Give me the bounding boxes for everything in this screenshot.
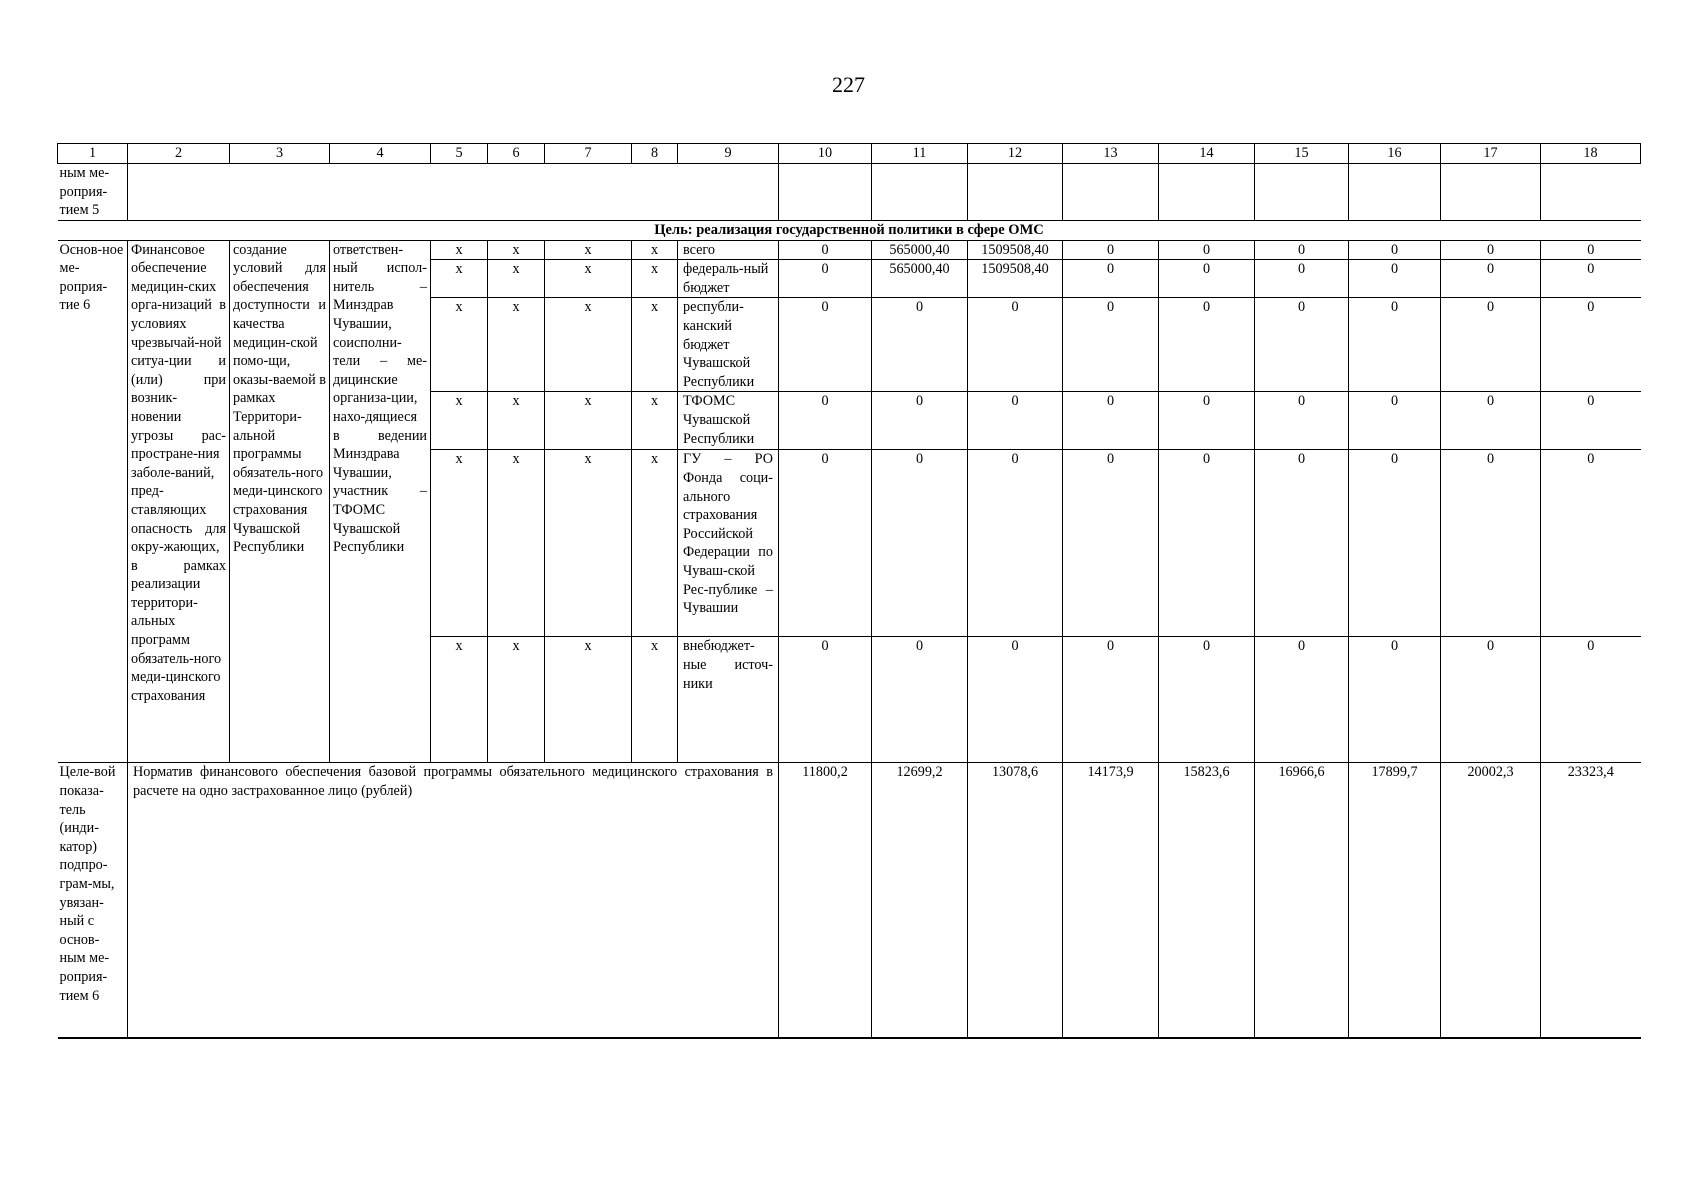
value-cell: 0 bbox=[1159, 450, 1255, 637]
cell-x: x bbox=[632, 392, 678, 450]
continuation-label: ным ме-роприя-тием 5 bbox=[58, 164, 128, 221]
value-cell: 0 bbox=[1063, 240, 1159, 260]
cell-x: x bbox=[431, 240, 488, 260]
funding-source: внебюджет-ные источ-ники bbox=[678, 637, 779, 763]
activity-executor: ответствен-ный испол-нитель – Минздрав Чувашии, соисполни-тели – ме-дицинские организа-ции, нахо-дящиеся в ведении Минздрава Чувашии, участник – ТФОМС Чувашской Республики bbox=[330, 240, 431, 763]
header-col-6: 6 bbox=[488, 144, 545, 164]
funding-source: федераль-ный бюджет bbox=[678, 260, 779, 298]
value-cell: 0 bbox=[1441, 260, 1541, 298]
value-cell: 0 bbox=[779, 260, 872, 298]
value-cell: 0 bbox=[1063, 392, 1159, 450]
value-cell: 0 bbox=[779, 450, 872, 637]
funding-source: республи-канский бюджет Чувашской Республики bbox=[678, 298, 779, 392]
cell-x: x bbox=[545, 260, 632, 298]
value-cell: 0 bbox=[1541, 298, 1641, 392]
header-col-8: 8 bbox=[632, 144, 678, 164]
value-cell: 0 bbox=[1063, 637, 1159, 763]
indicator-label: Целе-вой показа-тель (инди-катор) подпро-грам-мы, увязан-ный с основ-ным ме-роприя-тием 6 bbox=[58, 763, 128, 1038]
header-col-1: 1 bbox=[58, 144, 128, 164]
value-cell: 0 bbox=[1349, 450, 1441, 637]
value-cell: 0 bbox=[1349, 637, 1441, 763]
cell-x: x bbox=[632, 240, 678, 260]
cell-x: x bbox=[431, 298, 488, 392]
value-cell: 0 bbox=[1159, 298, 1255, 392]
value-cell: 0 bbox=[872, 450, 968, 637]
cell-x: x bbox=[545, 392, 632, 450]
cell-x: x bbox=[431, 450, 488, 637]
indicator-value: 23323,4 bbox=[1541, 763, 1641, 1038]
value-cell: 0 bbox=[1255, 637, 1349, 763]
header-col-2: 2 bbox=[128, 144, 230, 164]
header-col-9: 9 bbox=[678, 144, 779, 164]
cell-x: x bbox=[632, 450, 678, 637]
activity-description: Финансовое обеспечение медицин-ских орга-низаций в условиях чрезвычай-ной ситуа-ции и (или) при возник-новении угрозы рас-простране-ния заболе-ваний, пред-ставляющих опасность для окру-жающих, в рамках реализации территори-альных программ обязатель-ного меди-цинского страхования bbox=[128, 240, 230, 763]
header-col-12: 12 bbox=[968, 144, 1063, 164]
cell-x: x bbox=[488, 298, 545, 392]
value-cell: 0 bbox=[1349, 298, 1441, 392]
value-cell: 0 bbox=[1441, 450, 1541, 637]
activity-row-total bbox=[58, 240, 1641, 260]
value-cell: 0 bbox=[1441, 637, 1541, 763]
cell-x: x bbox=[431, 392, 488, 450]
value-cell: 0 bbox=[1541, 240, 1641, 260]
indicator-row bbox=[58, 763, 1641, 1038]
value-cell: 0 bbox=[1159, 240, 1255, 260]
value-cell: 0 bbox=[779, 240, 872, 260]
value-cell: 0 bbox=[1063, 260, 1159, 298]
header-col-11: 11 bbox=[872, 144, 968, 164]
value-cell: 0 bbox=[1255, 392, 1349, 450]
indicator-value: 15823,6 bbox=[1159, 763, 1255, 1038]
cell-x: x bbox=[488, 260, 545, 298]
header-col-13: 13 bbox=[1063, 144, 1159, 164]
activity-label: Основ-ное ме-роприя-тие 6 bbox=[58, 240, 128, 763]
value-cell: 1509508,40 bbox=[968, 260, 1063, 298]
value-cell: 0 bbox=[968, 392, 1063, 450]
value-cell: 0 bbox=[1255, 240, 1349, 260]
header-col-3: 3 bbox=[230, 144, 330, 164]
goal-text: Цель: реализация государственной политики в сфере ОМС bbox=[654, 222, 1044, 238]
indicator-value: 13078,6 bbox=[968, 763, 1063, 1038]
value-cell: 0 bbox=[1159, 260, 1255, 298]
value-cell: 1509508,40 bbox=[968, 240, 1063, 260]
header-row bbox=[58, 144, 1641, 164]
value-cell: 0 bbox=[1541, 450, 1641, 637]
value-cell: 0 bbox=[1349, 260, 1441, 298]
header-col-14: 14 bbox=[1159, 144, 1255, 164]
value-cell: 0 bbox=[1063, 450, 1159, 637]
value-cell: 0 bbox=[1159, 637, 1255, 763]
value-cell: 0 bbox=[1255, 450, 1349, 637]
cell-x: x bbox=[488, 240, 545, 260]
header-col-10: 10 bbox=[779, 144, 872, 164]
header-col-4: 4 bbox=[330, 144, 431, 164]
value-cell: 0 bbox=[779, 298, 872, 392]
header-col-17: 17 bbox=[1441, 144, 1541, 164]
indicator-value: 17899,7 bbox=[1349, 763, 1441, 1038]
cell-x: x bbox=[632, 637, 678, 763]
goal-row bbox=[58, 221, 1641, 241]
funding-source: ТФОМС Чувашской Республики bbox=[678, 392, 779, 450]
funding-source: ГУ – РО Фонда соци-ального страхования Российской Федерации по Чуваш-ской Рес-публике – Чувашии bbox=[678, 450, 779, 637]
value-cell: 0 bbox=[1349, 392, 1441, 450]
indicator-value: 20002,3 bbox=[1441, 763, 1541, 1038]
header-col-16: 16 bbox=[1349, 144, 1441, 164]
value-cell: 0 bbox=[1349, 240, 1441, 260]
header-col-15: 15 bbox=[1255, 144, 1349, 164]
cell-x: x bbox=[431, 260, 488, 298]
value-cell: 565000,40 bbox=[872, 240, 968, 260]
indicator-value: 12699,2 bbox=[872, 763, 968, 1038]
value-cell: 0 bbox=[1541, 260, 1641, 298]
cell-x: x bbox=[545, 450, 632, 637]
value-cell: 0 bbox=[968, 298, 1063, 392]
cell-x: x bbox=[632, 260, 678, 298]
cell-x: x bbox=[488, 450, 545, 637]
header-col-7: 7 bbox=[545, 144, 632, 164]
value-cell: 0 bbox=[1441, 298, 1541, 392]
value-cell: 0 bbox=[872, 637, 968, 763]
page-number: 227 bbox=[832, 72, 865, 97]
value-cell: 0 bbox=[968, 637, 1063, 763]
value-cell: 0 bbox=[1541, 637, 1641, 763]
value-cell: 0 bbox=[779, 392, 872, 450]
value-cell: 0 bbox=[1441, 392, 1541, 450]
cell-x: x bbox=[545, 240, 632, 260]
indicator-value: 16966,6 bbox=[1255, 763, 1349, 1038]
indicator-value: 11800,2 bbox=[779, 763, 872, 1038]
program-table bbox=[57, 143, 1641, 1039]
value-cell: 0 bbox=[872, 298, 968, 392]
indicator-value: 14173,9 bbox=[1063, 763, 1159, 1038]
funding-source: всего bbox=[678, 240, 779, 260]
cell-x: x bbox=[545, 637, 632, 763]
cell-x: x bbox=[488, 392, 545, 450]
value-cell: 0 bbox=[968, 450, 1063, 637]
value-cell: 0 bbox=[779, 637, 872, 763]
value-cell: 0 bbox=[1063, 298, 1159, 392]
cell-x: x bbox=[632, 298, 678, 392]
value-cell: 0 bbox=[1255, 260, 1349, 298]
cell-x: x bbox=[488, 637, 545, 763]
value-cell: 0 bbox=[872, 392, 968, 450]
activity-purpose: создание условий для обеспечения доступности и качества медицин-ской помо-щи, оказы-ваемой в рамках Территори-альной программы обязатель-ного меди-цинского страхования Чувашской Республики bbox=[230, 240, 330, 763]
header-col-18: 18 bbox=[1541, 144, 1641, 164]
value-cell: 0 bbox=[1159, 392, 1255, 450]
value-cell: 0 bbox=[1541, 392, 1641, 450]
header-col-5: 5 bbox=[431, 144, 488, 164]
continuation-row bbox=[58, 164, 1641, 221]
indicator-text: Норматив финансового обеспечения базовой программы обязательного медицинского страхования в расчете на одно застрахованное лицо (рублей) bbox=[128, 763, 779, 1038]
value-cell: 565000,40 bbox=[872, 260, 968, 298]
cell-x: x bbox=[431, 637, 488, 763]
value-cell: 0 bbox=[1255, 298, 1349, 392]
value-cell: 0 bbox=[1441, 240, 1541, 260]
cell-x: x bbox=[545, 298, 632, 392]
